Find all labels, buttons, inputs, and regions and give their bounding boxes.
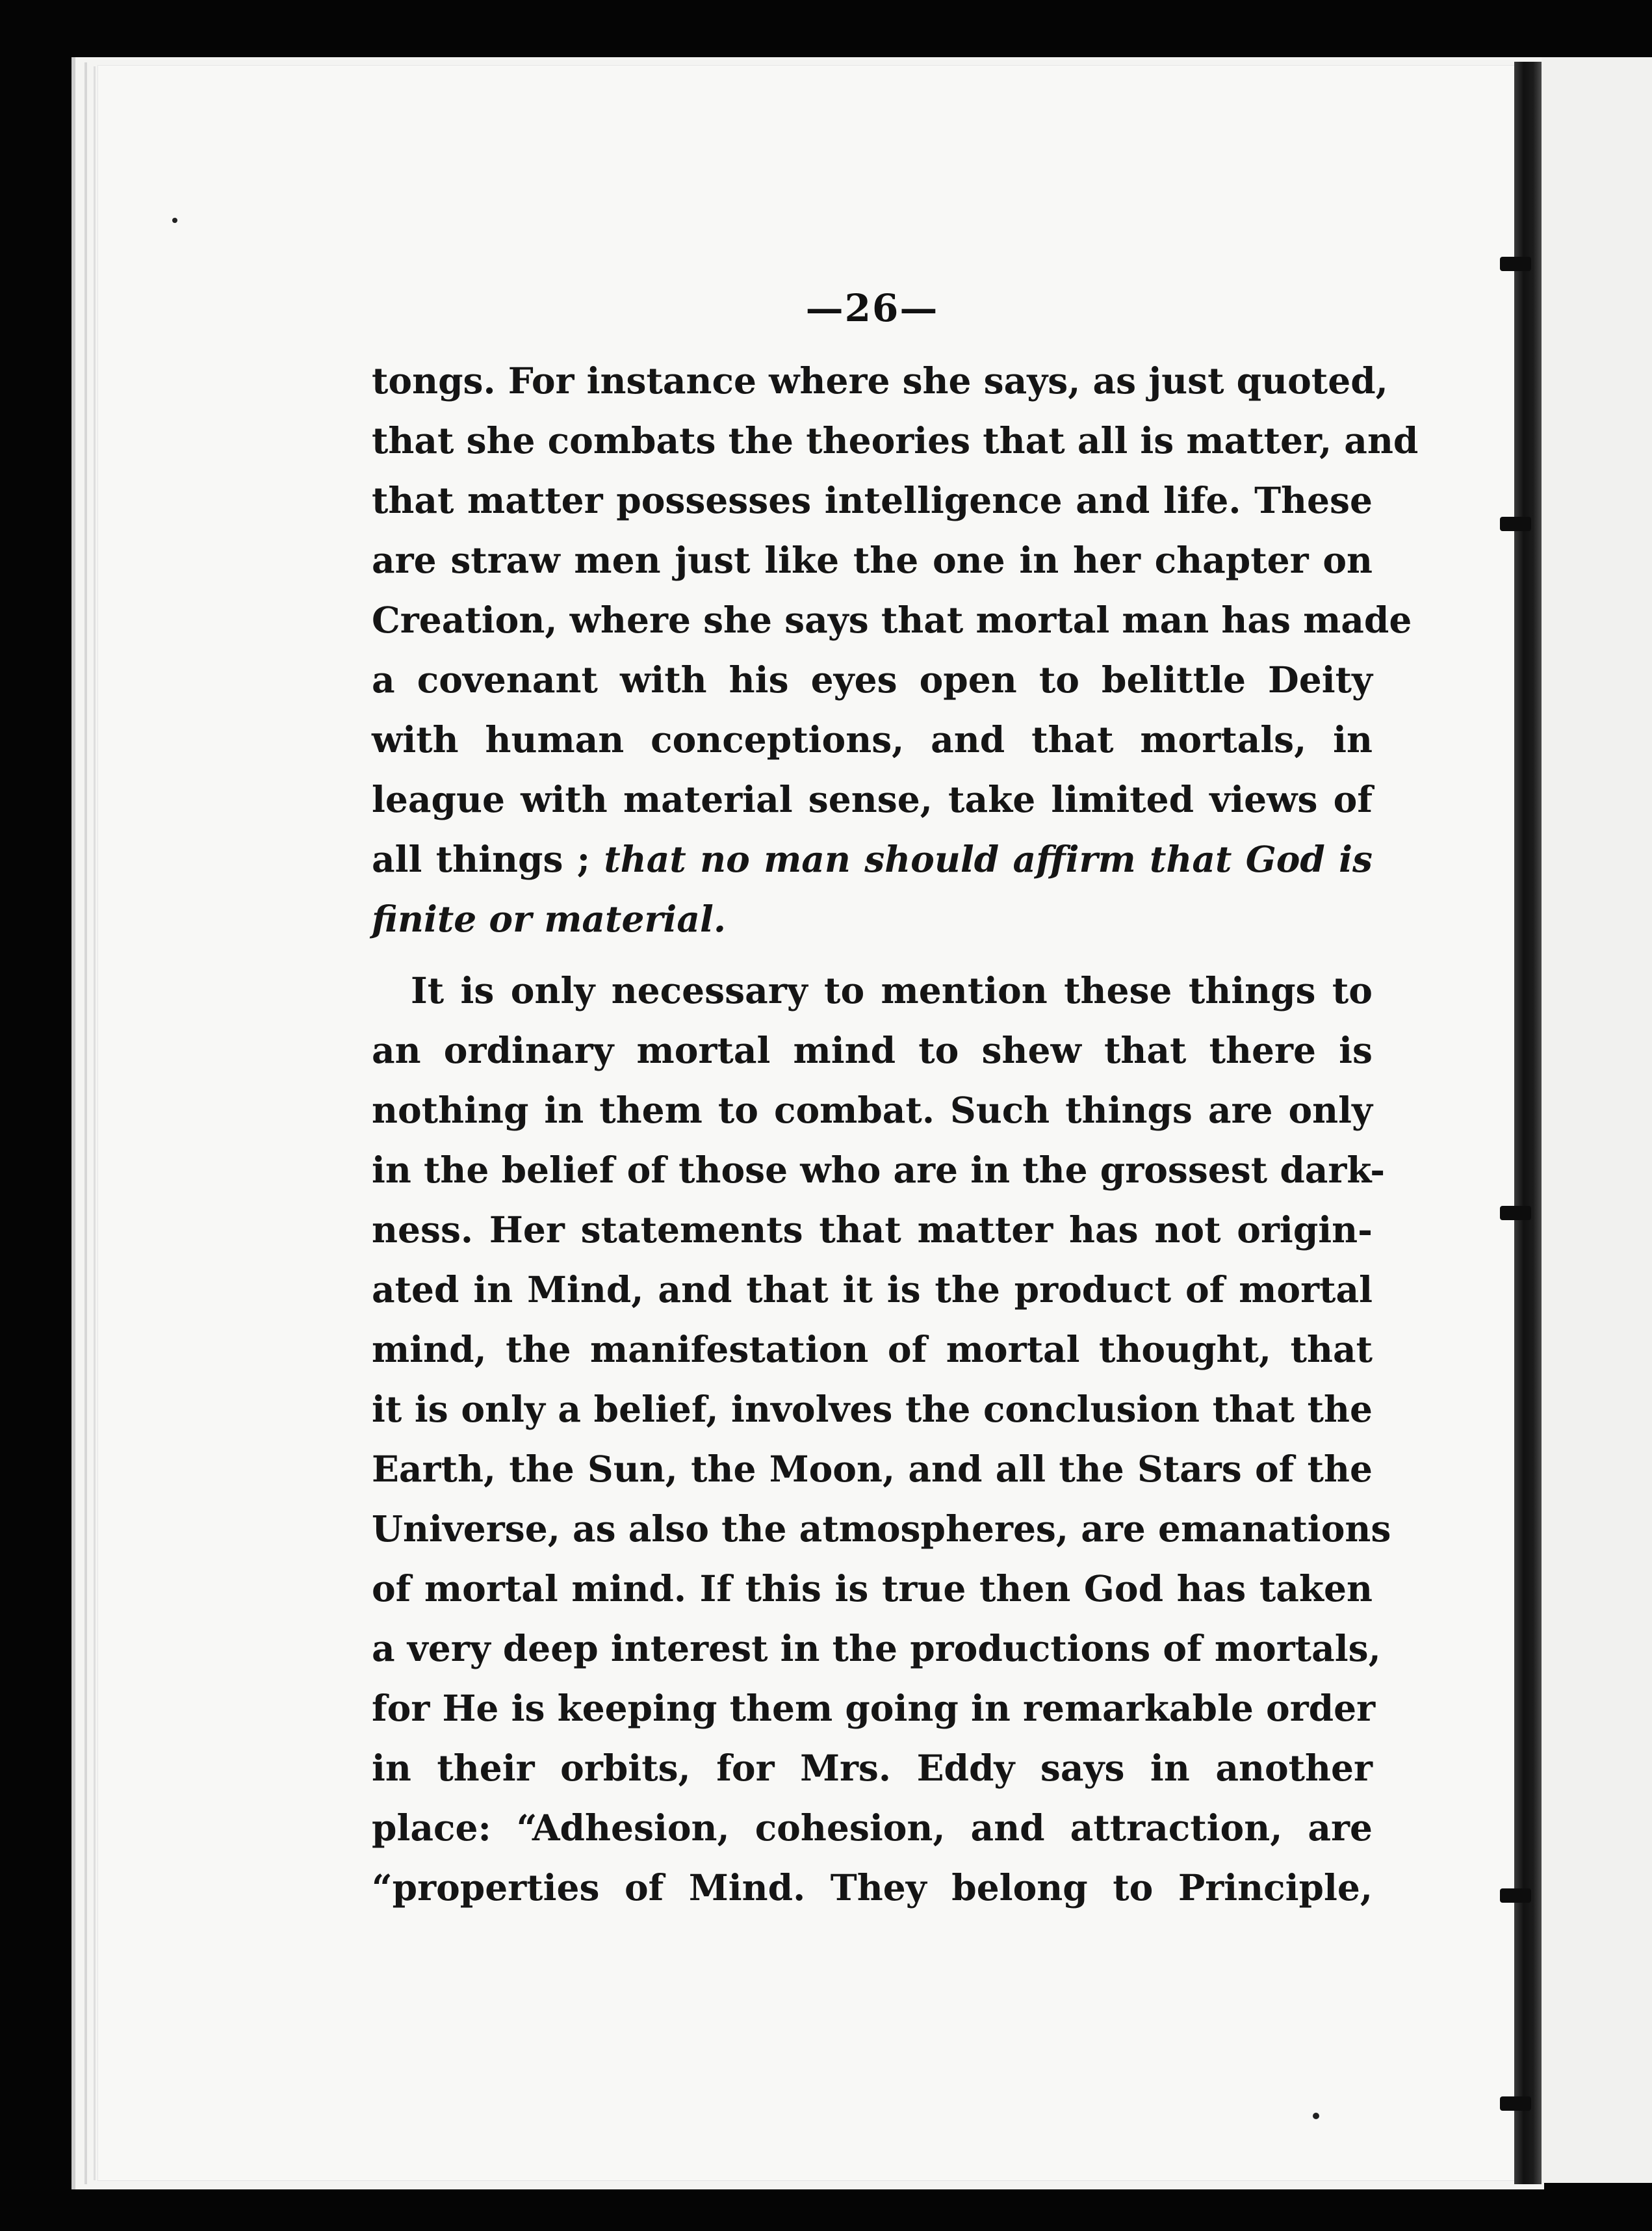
text-line: place: “Adhesion, cohesion, and attraction, are	[372, 1807, 1373, 1849]
page-number: —26—	[805, 286, 939, 330]
text-line: for He is keeping them going in remarkable order	[372, 1687, 1376, 1729]
italic-text-span: that no man should affirm that God is	[590, 838, 1373, 880]
text-line: league with material sense, take limited views of	[372, 778, 1373, 820]
text-line: ated in Mind, and that it is the product of mortal	[372, 1268, 1373, 1311]
text-line: nothing in them to combat. Such things are only	[372, 1089, 1373, 1131]
text-line: of mortal mind. If this is true then God has taken	[372, 1567, 1373, 1610]
text-line: Universe, as also the atmospheres, are emanations	[372, 1507, 1391, 1550]
dust-speck	[172, 218, 177, 223]
text-line: with human conceptions, and that mortals, in	[372, 718, 1373, 761]
text-span: all things ;	[372, 838, 591, 880]
dust-speck	[1313, 2113, 1319, 2119]
text-line: a very deep interest in the productions of mortals,	[372, 1627, 1381, 1669]
text-line: Creation, where she says that mortal man has made	[372, 599, 1412, 641]
binding-staple	[1500, 257, 1531, 271]
binding-staple	[1500, 2096, 1531, 2111]
book-spine	[1514, 62, 1542, 2184]
text-line-italic: finite or material.	[372, 898, 727, 940]
text-line: ness. Her statements that matter has not origin-	[372, 1208, 1373, 1251]
text-line: a covenant with his eyes open to belittle Deity	[372, 659, 1373, 701]
text-line: Earth, the Sun, the Moon, and all the Stars of the	[372, 1448, 1373, 1490]
text-line: mind, the manifestation of mortal thought, that	[372, 1328, 1373, 1370]
binding-staple	[1500, 1888, 1531, 1903]
text-line: in their orbits, for Mrs. Eddy says in another	[372, 1747, 1373, 1789]
text-line: that matter possesses intelligence and life. These	[372, 479, 1373, 521]
text-line-mixed	[372, 829, 1373, 889]
text-line: “properties of Mind. They belong to Principle,	[372, 1866, 1373, 1909]
text-line: It is only necessary to mention these things to	[411, 969, 1373, 1011]
text-line: that she combats the theories that all is matter, and	[372, 419, 1419, 462]
text-line: it is only a belief, involves the conclusion that the	[372, 1388, 1373, 1430]
text-line: tongs. For instance where she says, as just quoted,	[372, 359, 1388, 402]
binding-staple	[1500, 1206, 1531, 1220]
text-line: are straw men just like the one in her chapter on	[372, 539, 1373, 581]
text-line: an ordinary mortal mind to shew that there is	[372, 1029, 1373, 1071]
binding-staple	[1500, 517, 1531, 531]
facing-page-sliver	[1542, 57, 1652, 2183]
text-line: in the belief of those who are in the grossest dark-	[372, 1149, 1386, 1191]
